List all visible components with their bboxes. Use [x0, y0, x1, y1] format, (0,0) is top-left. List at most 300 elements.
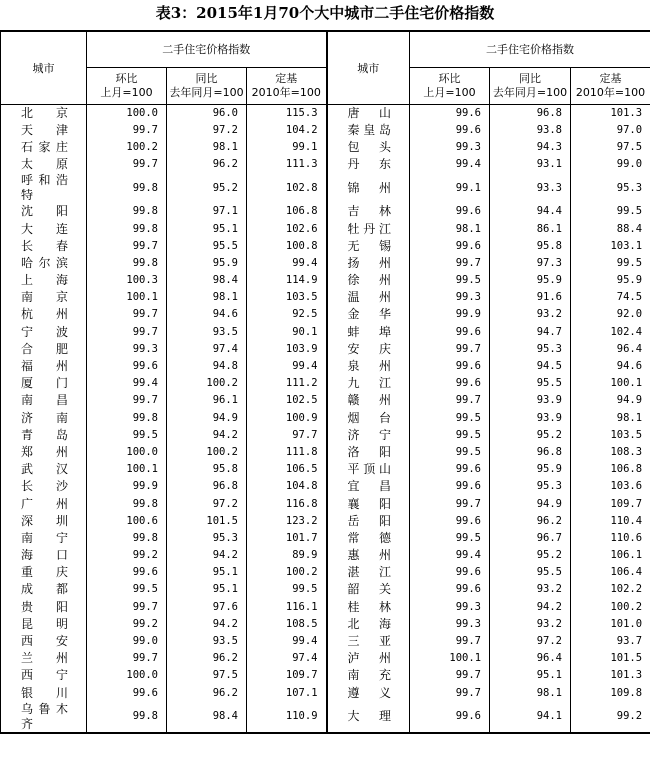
yoy-value-left: 98.4: [167, 272, 247, 289]
mom-value-right: 99.6: [410, 203, 490, 220]
yoy-value-right: 94.4: [490, 203, 571, 220]
yoy-value-left: 98.1: [167, 139, 247, 156]
city-cell-left: 合肥: [1, 341, 87, 358]
city-cell-right: 赣州: [327, 392, 410, 409]
city-cell-left: 南京: [1, 289, 87, 306]
city-cell-right: 牡丹江: [327, 220, 410, 237]
base-value-left: 107.1: [247, 685, 327, 702]
city-cell-left: 深圳: [1, 513, 87, 530]
base-value-left: 111.8: [247, 444, 327, 461]
city-cell-left: 银川: [1, 685, 87, 702]
base-value-left: 110.9: [247, 702, 327, 733]
table-row: [1, 685, 650, 702]
city-cell-right: 惠州: [327, 547, 410, 564]
mom-value-right: 99.3: [410, 599, 490, 616]
base-value-right: 94.6: [571, 358, 650, 375]
mom-value-left: 100.2: [87, 139, 167, 156]
city-cell-left: 大连: [1, 220, 87, 237]
base-value-left: 99.5: [247, 581, 327, 598]
yoy-value-right: 95.9: [490, 461, 571, 478]
mom-value-left: 99.8: [87, 255, 167, 272]
yoy-value-left: 94.8: [167, 358, 247, 375]
mom-value-left: 99.8: [87, 410, 167, 427]
city-cell-right: 常德: [327, 530, 410, 547]
yoy-value-right: 95.8: [490, 238, 571, 255]
city-cell-right: 三亚: [327, 633, 410, 650]
yoy-value-right: 96.8: [490, 104, 571, 122]
base-value-left: 89.9: [247, 547, 327, 564]
city-cell-right: 泉州: [327, 358, 410, 375]
base-value-left: 104.2: [247, 122, 327, 139]
city-cell-left: 兰州: [1, 650, 87, 667]
city-cell-left: 北京: [1, 104, 87, 122]
city-cell-right: 扬州: [327, 255, 410, 272]
table-row: [1, 203, 650, 220]
table-row: [1, 139, 650, 156]
mom-value-left: 99.7: [87, 156, 167, 173]
yoy-value-right: 96.8: [490, 444, 571, 461]
base-value-left: 100.2: [247, 564, 327, 581]
yoy-value-right: 94.9: [490, 495, 571, 512]
mom-value-right: 99.6: [410, 702, 490, 733]
yoy-value-right: 98.1: [490, 685, 571, 702]
city-cell-left: 厦门: [1, 375, 87, 392]
yoy-value-left: 94.2: [167, 616, 247, 633]
base-value-right: 100.1: [571, 375, 650, 392]
yoy-value-left: 96.2: [167, 685, 247, 702]
base-value-left: 90.1: [247, 324, 327, 341]
yoy-value-left: 96.2: [167, 650, 247, 667]
base-value-left: 97.4: [247, 650, 327, 667]
yoy-value-right: 94.2: [490, 599, 571, 616]
city-cell-left: 呼和浩特: [1, 173, 87, 203]
base-value-right: 106.8: [571, 461, 650, 478]
city-cell-right: 九江: [327, 375, 410, 392]
base-value-left: 111.3: [247, 156, 327, 173]
table-row: [1, 173, 650, 203]
yoy-value-left: 95.1: [167, 220, 247, 237]
city-cell-left: 石家庄: [1, 139, 87, 156]
yoy-value-right: 93.2: [490, 581, 571, 598]
yoy-value-left: 97.1: [167, 203, 247, 220]
yoy-value-right: 95.3: [490, 341, 571, 358]
city-cell-left: 长春: [1, 238, 87, 255]
base-value-right: 74.5: [571, 289, 650, 306]
yoy-value-left: 95.5: [167, 238, 247, 255]
mom-value-right: 100.1: [410, 650, 490, 667]
city-cell-left: 广州: [1, 495, 87, 512]
mom-value-left: 100.0: [87, 104, 167, 122]
base-sublabel: 2010年=100: [251, 85, 321, 99]
mom-value-right: 99.7: [410, 633, 490, 650]
yoy-value-right: 93.9: [490, 392, 571, 409]
yoy-value-right: 91.6: [490, 289, 571, 306]
yoy-label: 同比: [195, 71, 218, 85]
yoy-label: 同比: [519, 71, 542, 85]
city-cell-left: 长沙: [1, 478, 87, 495]
mom-value-left: 99.6: [87, 358, 167, 375]
base-value-right: 102.4: [571, 324, 650, 341]
base-value-right: 103.6: [571, 478, 650, 495]
mom-value-left: 99.3: [87, 341, 167, 358]
base-value-left: 106.8: [247, 203, 327, 220]
mom-value-right: 99.6: [410, 513, 490, 530]
mom-value-left: 99.7: [87, 324, 167, 341]
base-value-right: 101.0: [571, 616, 650, 633]
mom-value-right: 99.6: [410, 122, 490, 139]
base-value-left: 104.8: [247, 478, 327, 495]
base-value-right: 102.2: [571, 581, 650, 598]
table-row: [1, 564, 650, 581]
mom-value-right: 99.6: [410, 461, 490, 478]
base-value-right: 88.4: [571, 220, 650, 237]
yoy-value-right: 95.1: [490, 667, 571, 684]
yoy-value-left: 98.1: [167, 289, 247, 306]
yoy-value-left: 96.0: [167, 104, 247, 122]
mom-value-left: 99.4: [87, 375, 167, 392]
yoy-value-left: 97.2: [167, 122, 247, 139]
table-row: [1, 427, 650, 444]
table-row: [1, 478, 650, 495]
city-cell-right: 唐山: [327, 104, 410, 122]
city-cell-left: 西宁: [1, 667, 87, 684]
mom-value-right: 99.5: [410, 410, 490, 427]
table-row: [1, 495, 650, 512]
mom-value-right: 99.4: [410, 547, 490, 564]
city-cell-left: 海口: [1, 547, 87, 564]
mom-value-right: 99.6: [410, 375, 490, 392]
base-value-left: 99.4: [247, 358, 327, 375]
mom-value-right: 99.7: [410, 685, 490, 702]
yoy-value-right: 94.3: [490, 139, 571, 156]
mom-value-left: 99.8: [87, 220, 167, 237]
mom-value-left: 100.0: [87, 444, 167, 461]
yoy-value-right: 96.2: [490, 513, 571, 530]
mom-value-right: 99.6: [410, 104, 490, 122]
city-cell-left: 成都: [1, 581, 87, 598]
yoy-value-right: 96.7: [490, 530, 571, 547]
base-value-right: 93.7: [571, 633, 650, 650]
yoy-value-left: 98.4: [167, 702, 247, 733]
yoy-value-left: 95.8: [167, 461, 247, 478]
mom-value-left: 100.1: [87, 289, 167, 306]
mom-value-left: 99.8: [87, 702, 167, 733]
city-cell-left: 沈阳: [1, 203, 87, 220]
city-cell-left: 济南: [1, 410, 87, 427]
base-value-right: 99.2: [571, 702, 650, 733]
mom-value-right: 99.6: [410, 358, 490, 375]
table-row: [1, 324, 650, 341]
mom-sublabel: 上月=100: [100, 85, 153, 99]
mom-value-right: 99.3: [410, 616, 490, 633]
yoy-value-left: 101.5: [167, 513, 247, 530]
mom-value-left: 99.7: [87, 122, 167, 139]
yoy-value-left: 93.5: [167, 633, 247, 650]
base-value-right: 109.7: [571, 495, 650, 512]
yoy-value-left: 93.5: [167, 324, 247, 341]
table-row: [1, 530, 650, 547]
yoy-value-right: 95.9: [490, 272, 571, 289]
city-cell-right: 丹东: [327, 156, 410, 173]
yoy-value-left: 100.2: [167, 375, 247, 392]
base-value-left: 100.8: [247, 238, 327, 255]
table-row: [1, 306, 650, 323]
table-row: [1, 547, 650, 564]
base-value-right: 95.9: [571, 272, 650, 289]
city-cell-right: 安庆: [327, 341, 410, 358]
base-value-right: 94.9: [571, 392, 650, 409]
base-value-left: 100.9: [247, 410, 327, 427]
table-row: [1, 272, 650, 289]
city-cell-left: 贵阳: [1, 599, 87, 616]
yoy-value-right: 86.1: [490, 220, 571, 237]
city-cell-left: 重庆: [1, 564, 87, 581]
mom-value-right: 99.7: [410, 341, 490, 358]
yoy-value-right: 93.8: [490, 122, 571, 139]
table-row: [1, 358, 650, 375]
city-cell-right: 锦州: [327, 173, 410, 203]
base-value-right: 108.3: [571, 444, 650, 461]
yoy-value-left: 96.2: [167, 156, 247, 173]
yoy-value-right: 93.9: [490, 410, 571, 427]
yoy-value-right: 94.1: [490, 702, 571, 733]
table-row: [1, 599, 650, 616]
mom-value-left: 99.0: [87, 633, 167, 650]
yoy-header-right: [490, 67, 571, 104]
mom-value-right: 99.7: [410, 392, 490, 409]
table-row: [1, 633, 650, 650]
table-row: [1, 702, 650, 733]
city-cell-right: 南充: [327, 667, 410, 684]
city-cell-right: 桂林: [327, 599, 410, 616]
table-body: [1, 104, 650, 733]
mom-header-right: [410, 67, 490, 104]
yoy-value-left: 95.1: [167, 564, 247, 581]
mom-value-left: 99.9: [87, 478, 167, 495]
base-value-right: 101.3: [571, 667, 650, 684]
mom-value-left: 99.5: [87, 581, 167, 598]
city-cell-right: 韶关: [327, 581, 410, 598]
yoy-value-right: 97.3: [490, 255, 571, 272]
city-cell-right: 温州: [327, 289, 410, 306]
yoy-value-left: 95.9: [167, 255, 247, 272]
mom-value-right: 99.7: [410, 255, 490, 272]
base-value-left: 103.5: [247, 289, 327, 306]
base-value-left: 101.7: [247, 530, 327, 547]
city-cell-left: 天津: [1, 122, 87, 139]
base-value-left: 99.4: [247, 633, 327, 650]
city-cell-right: 襄阳: [327, 495, 410, 512]
city-cell-right: 烟台: [327, 410, 410, 427]
base-value-left: 103.9: [247, 341, 327, 358]
mom-value-right: 99.6: [410, 324, 490, 341]
mom-value-right: 99.5: [410, 530, 490, 547]
base-value-right: 95.3: [571, 173, 650, 203]
mom-value-left: 99.2: [87, 547, 167, 564]
base-value-left: 102.5: [247, 392, 327, 409]
mom-value-left: 99.5: [87, 427, 167, 444]
yoy-value-right: 95.5: [490, 375, 571, 392]
mom-value-right: 99.6: [410, 564, 490, 581]
mom-value-right: 99.9: [410, 306, 490, 323]
base-value-left: 102.6: [247, 220, 327, 237]
base-sublabel: 2010年=100: [575, 85, 646, 99]
base-value-right: 98.1: [571, 410, 650, 427]
base-label: 定基: [275, 71, 298, 85]
index-group-header-right: 二手住宅价格指数: [410, 31, 650, 67]
table-row: [1, 392, 650, 409]
city-cell-right: 秦皇岛: [327, 122, 410, 139]
table-row: [1, 581, 650, 598]
yoy-value-left: 100.2: [167, 444, 247, 461]
yoy-value-right: 95.3: [490, 478, 571, 495]
yoy-value-right: 96.4: [490, 650, 571, 667]
city-cell-left: 昆明: [1, 616, 87, 633]
city-cell-left: 南昌: [1, 392, 87, 409]
city-cell-left: 上海: [1, 272, 87, 289]
city-cell-right: 岳阳: [327, 513, 410, 530]
yoy-value-left: 97.5: [167, 667, 247, 684]
city-cell-right: 无锡: [327, 238, 410, 255]
yoy-value-right: 94.7: [490, 324, 571, 341]
yoy-value-left: 94.2: [167, 427, 247, 444]
city-cell-left: 杭州: [1, 306, 87, 323]
yoy-value-left: 94.6: [167, 306, 247, 323]
mom-value-right: 99.5: [410, 444, 490, 461]
mom-value-right: 98.1: [410, 220, 490, 237]
base-value-left: 108.5: [247, 616, 327, 633]
yoy-value-right: 97.2: [490, 633, 571, 650]
city-cell-left: 乌鲁木齐: [1, 702, 87, 733]
mom-value-right: 99.4: [410, 156, 490, 173]
city-cell-left: 武汉: [1, 461, 87, 478]
base-value-right: 106.4: [571, 564, 650, 581]
table-row: [1, 255, 650, 272]
yoy-value-left: 95.1: [167, 581, 247, 598]
base-value-left: 99.1: [247, 139, 327, 156]
base-value-right: 109.8: [571, 685, 650, 702]
city-header-right: 城市: [327, 31, 410, 104]
yoy-value-right: 93.3: [490, 173, 571, 203]
mom-value-left: 99.8: [87, 530, 167, 547]
city-cell-right: 徐州: [327, 272, 410, 289]
mom-value-right: 99.7: [410, 495, 490, 512]
table-row: [1, 122, 650, 139]
city-cell-right: 北海: [327, 616, 410, 633]
base-value-left: 92.5: [247, 306, 327, 323]
mom-value-left: 99.2: [87, 616, 167, 633]
table-row: [1, 667, 650, 684]
index-group-header-left: 二手住宅价格指数: [87, 31, 327, 67]
city-cell-left: 哈尔滨: [1, 255, 87, 272]
table-row: [1, 616, 650, 633]
table-row: [1, 289, 650, 306]
base-value-right: 99.5: [571, 203, 650, 220]
base-value-left: 116.8: [247, 495, 327, 512]
mom-value-left: 100.1: [87, 461, 167, 478]
city-cell-right: 大理: [327, 702, 410, 733]
base-value-right: 99.5: [571, 255, 650, 272]
mom-value-right: 99.3: [410, 289, 490, 306]
yoy-value-right: 95.2: [490, 547, 571, 564]
yoy-value-left: 95.2: [167, 173, 247, 203]
mom-value-right: 99.6: [410, 238, 490, 255]
table-row: [1, 104, 650, 122]
base-value-left: 123.2: [247, 513, 327, 530]
mom-value-right: 99.6: [410, 478, 490, 495]
yoy-header-left: [167, 67, 247, 104]
mom-header-left: [87, 67, 167, 104]
base-value-right: 101.5: [571, 650, 650, 667]
mom-value-left: 100.6: [87, 513, 167, 530]
mom-value-left: 99.6: [87, 685, 167, 702]
price-index-table: [0, 30, 650, 734]
base-value-left: 114.9: [247, 272, 327, 289]
city-header-left: 城市: [1, 31, 87, 104]
city-cell-left: 青岛: [1, 427, 87, 444]
city-cell-right: 济宁: [327, 427, 410, 444]
yoy-value-left: 97.6: [167, 599, 247, 616]
mom-value-left: 99.8: [87, 173, 167, 203]
base-value-right: 106.1: [571, 547, 650, 564]
city-cell-right: 蚌埠: [327, 324, 410, 341]
table-row: [1, 220, 650, 237]
city-cell-right: 吉林: [327, 203, 410, 220]
mom-label: 环比: [438, 71, 461, 85]
base-value-left: 111.2: [247, 375, 327, 392]
yoy-value-right: 95.2: [490, 427, 571, 444]
mom-label: 环比: [115, 71, 138, 85]
city-cell-left: 南宁: [1, 530, 87, 547]
yoy-value-right: 93.2: [490, 616, 571, 633]
mom-value-left: 99.8: [87, 495, 167, 512]
city-cell-left: 西安: [1, 633, 87, 650]
city-cell-left: 福州: [1, 358, 87, 375]
city-cell-right: 遵义: [327, 685, 410, 702]
base-value-right: 99.0: [571, 156, 650, 173]
base-value-right: 110.6: [571, 530, 650, 547]
base-value-right: 92.0: [571, 306, 650, 323]
mom-sublabel: 上月=100: [423, 85, 476, 99]
mom-value-right: 99.1: [410, 173, 490, 203]
mom-value-left: 99.7: [87, 392, 167, 409]
mom-value-left: 99.7: [87, 599, 167, 616]
city-cell-right: 金华: [327, 306, 410, 323]
base-value-left: 106.5: [247, 461, 327, 478]
table-row: [1, 341, 650, 358]
yoy-value-right: 94.5: [490, 358, 571, 375]
mom-value-right: 99.6: [410, 581, 490, 598]
mom-value-right: 99.3: [410, 139, 490, 156]
yoy-value-left: 96.1: [167, 392, 247, 409]
table-row: [1, 513, 650, 530]
mom-value-left: 99.7: [87, 306, 167, 323]
yoy-value-right: 93.1: [490, 156, 571, 173]
city-cell-right: 平顶山: [327, 461, 410, 478]
city-cell-left: 郑州: [1, 444, 87, 461]
city-cell-left: 宁波: [1, 324, 87, 341]
mom-value-left: 99.8: [87, 203, 167, 220]
base-value-left: 109.7: [247, 667, 327, 684]
mom-value-left: 99.7: [87, 650, 167, 667]
mom-value-left: 99.7: [87, 238, 167, 255]
yoy-value-left: 96.8: [167, 478, 247, 495]
table-row: [1, 650, 650, 667]
yoy-sublabel: 去年同月=100: [169, 85, 244, 99]
base-value-right: 103.1: [571, 238, 650, 255]
mom-value-left: 99.6: [87, 564, 167, 581]
yoy-value-left: 97.2: [167, 495, 247, 512]
